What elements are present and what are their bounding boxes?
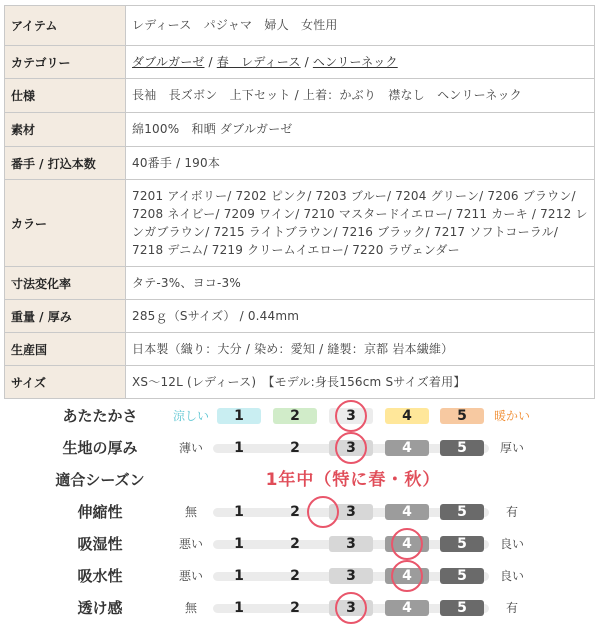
rating-box-4: 4 [385, 568, 429, 584]
rating-box-3: 3 [329, 440, 373, 456]
category-separator: / [300, 54, 313, 69]
rating-box-2: 2 [290, 440, 300, 456]
category-link-spring-ladies[interactable]: 春 レディース [216, 54, 301, 69]
rating-left-word: 悪い [178, 537, 203, 551]
rating-right-word: 良い [499, 569, 524, 583]
spec-label: 仕様 [5, 79, 126, 113]
rating-box-1: 1 [217, 408, 261, 424]
rating-row [0, 434, 600, 462]
rating-row [0, 562, 600, 590]
spec-row-size [5, 366, 595, 399]
spec-label: サイズ [5, 366, 126, 399]
rating-box-3: 3 [329, 568, 373, 584]
rating-left-word: 薄い [178, 441, 203, 455]
spec-row-weight [5, 300, 595, 333]
category-link-double-gauze[interactable]: ダブルガーゼ [132, 54, 205, 69]
rating-right-word: 暖かい [493, 409, 530, 423]
rating-marker-circle [335, 400, 367, 432]
rating-row [0, 402, 600, 430]
rating-marker-circle [335, 592, 367, 624]
rating-left-word: 無 [184, 601, 197, 615]
spec-row-color [5, 180, 595, 267]
rating-marker-circle [391, 528, 423, 560]
rating-box-3: 3 [329, 536, 373, 552]
spec-value: XS～12L (レディース) 【モデル:身長156cm Sサイズ着用】 [126, 366, 595, 399]
spec-value: 285ｇ（Sサイズ） / 0.44mm [126, 300, 595, 333]
rating-right-word: 有 [505, 601, 518, 615]
spec-row-material [5, 113, 595, 147]
rating-marker-circle [307, 496, 339, 528]
spec-row-category [5, 46, 595, 79]
spec-row-yarn [5, 147, 595, 180]
rating-box-4: 4 [385, 440, 429, 456]
rating-box-5: 5 [440, 504, 484, 520]
rating-row [0, 466, 600, 494]
rating-label: あたたかさ [62, 407, 138, 425]
rating-box-2: 2 [290, 504, 300, 520]
rating-marker-circle [391, 560, 423, 592]
rating-row [0, 594, 600, 622]
spec-label: 寸法変化率 [5, 267, 126, 300]
rating-box-3: 3 [329, 408, 373, 424]
rating-label: 吸水性 [77, 567, 123, 585]
rating-box-1: 1 [234, 504, 244, 520]
rating-box-4: 4 [385, 536, 429, 552]
season-value: 1年中（特に春・秋） [265, 470, 441, 490]
spec-label: カテゴリー [5, 46, 126, 79]
spec-table [4, 5, 595, 399]
spec-value: 綿100% 和晒 ダブルガーゼ [126, 113, 595, 147]
rating-box-4: 4 [385, 600, 429, 616]
spec-label: アイテム [5, 6, 126, 46]
rating-box-5: 5 [440, 408, 484, 424]
spec-label: カラー [5, 180, 126, 267]
spec-value [126, 46, 595, 79]
rating-box-1: 1 [234, 600, 244, 616]
rating-box-2: 2 [290, 568, 300, 584]
rating-box-2: 2 [290, 600, 300, 616]
spec-row-origin [5, 333, 595, 366]
rating-box-4: 4 [385, 504, 429, 520]
spec-value: 7201 アイボリー/ 7202 ピンク/ 7203 ブルー/ 7204 グリーン/ 7206 ブラウン/ 7208 ネイビー/ 7209 ワイン/ 7210 マスタードイエロー/ 7211 カーキ / 7212 レンガブラウン/ 7215 ライトブラウン/ 7216 ブラック/ 7217 ソフトコーラル/ 7218 デニム/ 7219 クリームイエロー/ 7220 ラヴェンダー [126, 180, 595, 267]
spec-row-spec [5, 79, 595, 113]
rating-box-5: 5 [440, 536, 484, 552]
rating-right-word: 有 [505, 505, 518, 519]
rating-label: 伸縮性 [77, 503, 123, 521]
rating-label: 透け感 [77, 599, 123, 617]
rating-marker-circle [335, 432, 367, 464]
spec-label: 生産国 [5, 333, 126, 366]
rating-box-2: 2 [290, 536, 300, 552]
rating-right-word: 良い [499, 537, 524, 551]
category-link-henley-neck[interactable]: ヘンリーネック [312, 54, 398, 69]
rating-box-5: 5 [440, 440, 484, 456]
rating-right-word: 厚い [499, 441, 524, 455]
spec-row-item [5, 6, 595, 46]
spec-value: 40番手 / 190本 [126, 147, 595, 180]
rating-left-word: 悪い [178, 569, 203, 583]
rating-box-2: 2 [273, 408, 317, 424]
spec-value: 長袖 長ズボン 上下セット / 上着：かぶり 襟なし ヘンリーネック [126, 79, 595, 113]
rating-label: 吸湿性 [77, 535, 123, 553]
spec-value: レディース パジャマ 婦人 女性用 [126, 6, 595, 46]
rating-box-4: 4 [385, 408, 429, 424]
rating-box-1: 1 [234, 536, 244, 552]
rating-left-word: 涼しい [172, 409, 209, 423]
rating-row [0, 498, 600, 526]
rating-left-word: 無 [184, 505, 197, 519]
category-separator: / [204, 54, 217, 69]
spec-label: 番手 / 打込本数 [5, 147, 126, 180]
rating-box-3: 3 [329, 504, 373, 520]
spec-value: 日本製（織り：大分 / 染め：愛知 / 縫製：京都 岩本繊維） [126, 333, 595, 366]
rating-box-1: 1 [234, 568, 244, 584]
spec-label: 重量 / 厚み [5, 300, 126, 333]
rating-box-5: 5 [440, 600, 484, 616]
rating-row [0, 530, 600, 558]
spec-value: タテ-3%、ヨコ-3% [126, 267, 595, 300]
rating-box-5: 5 [440, 568, 484, 584]
rating-box-3: 3 [329, 600, 373, 616]
rating-label: 生地の厚み [62, 439, 138, 457]
rating-label: 適合シーズン [55, 471, 145, 489]
spec-row-shrink [5, 267, 595, 300]
fabric-rating-chart [0, 396, 600, 636]
rating-box-1: 1 [234, 440, 244, 456]
spec-label: 素材 [5, 113, 126, 147]
